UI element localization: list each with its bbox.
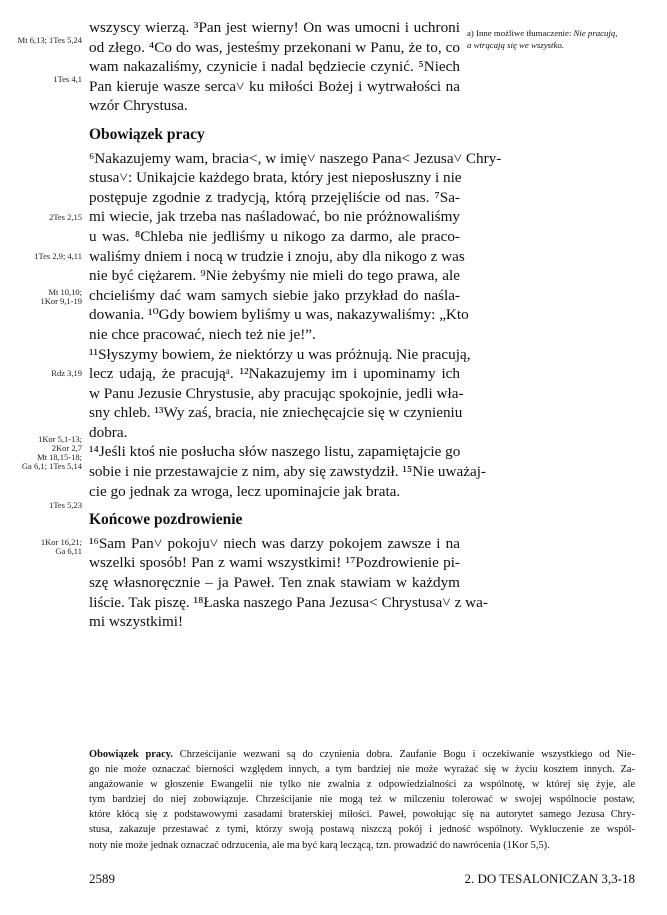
text-line: dobra. bbox=[89, 423, 128, 441]
margin-reference: Mt 10,10; bbox=[48, 287, 82, 297]
text-line: sobie i nie przestawajcie z nim, aby się zawstydził. ¹⁵Nie uważaj- bbox=[89, 463, 486, 481]
text-line: ¹¹Słyszymy bowiem, że niektórzy u was próżnują. Nie pracują, bbox=[89, 345, 471, 363]
paragraph bbox=[89, 534, 488, 632]
text-line: nie być ciężarem. ⁹Nie żebyśmy nie mieli do tego prawa, ale bbox=[89, 267, 460, 285]
margin-reference: 1Kor 5,1-13; bbox=[38, 434, 82, 444]
margin-reference: Mt 6,13; 1Tes 5,24 bbox=[17, 35, 82, 45]
text-line: liście. Tak piszę. ¹⁸Łaska naszego Pana Jezusa˂ Chrystusa˅ z wa- bbox=[89, 593, 488, 611]
text-line: postępuje zgodnie z tradycją, którą przejęliście od nas. ⁷Sa- bbox=[89, 188, 460, 206]
margin-reference: Mt 18,15-18; bbox=[37, 452, 82, 462]
margin-reference: 1Kor 9,1-19 bbox=[40, 296, 82, 306]
text-line: u was. ⁸Chleba nie jedliśmy u nikogo za darmo, ale praco- bbox=[89, 227, 460, 245]
margin-reference: Ga 6,11 bbox=[55, 546, 82, 556]
margin-reference: 1Tes 4,1 bbox=[53, 74, 82, 84]
margin-reference: Rdz 3,19 bbox=[51, 368, 82, 378]
text-line: dowania. ¹⁰Gdy bowiem byliśmy u was, nakazywaliśmy: „Kto bbox=[89, 306, 469, 324]
text-line: wzór Chrystusa. bbox=[89, 97, 188, 115]
side-note-label: a) bbox=[467, 28, 474, 38]
footnote-line bbox=[89, 747, 635, 762]
text-line: ⁶Nakazujemy wam, bracia˂, w imię˅ naszego Pana˂ Jezusa˅ Chry- bbox=[89, 149, 502, 167]
page-number: 2589 bbox=[89, 871, 115, 886]
commentary-footnote bbox=[89, 747, 635, 853]
section-heading: Obowiązek pracy bbox=[89, 125, 205, 143]
footnote-line: go nie może oznaczać bierności względem innych, a tym bardziej nie może wyrażać się w życiu kosztem innych. Za- bbox=[89, 764, 635, 776]
side-note-italic-1: Nie pracują, bbox=[573, 28, 618, 38]
margin-reference: Ga 6,1; 1Tes 5,14 bbox=[21, 461, 82, 471]
text-line: wszyscy wierzą. ³Pan jest wierny! On was umocni i uchroni bbox=[89, 19, 460, 36]
text-line: stusa˅: Unikajcie każdego brata, który jest nieposłuszny i nie bbox=[89, 169, 462, 187]
text-line: waliśmy dniem i nocą w trudzie i znoju, aby dla nikogo z was bbox=[89, 247, 465, 265]
text-line: Pan kieruje wasze serca˅ ku miłości Bożej i wytrwałości na bbox=[89, 77, 460, 95]
side-note-italic-2: a wtrącają się we wszystko. bbox=[467, 40, 565, 50]
paragraph bbox=[89, 18, 460, 116]
text-line: chcieliśmy dać wam samych siebie jako przykład do naśla- bbox=[89, 286, 460, 304]
paragraph bbox=[89, 442, 486, 501]
text-line: wszelki sposób! Pan z wami wszystkimi! ¹⁷Pozdrowienie pi- bbox=[89, 554, 460, 572]
text-line: nie chce pracować, niech też nie je!”. bbox=[89, 325, 316, 343]
paragraph bbox=[89, 149, 502, 345]
text-line: cie go jednak za wroga, lecz upominajcie jak brata. bbox=[89, 482, 401, 500]
text-line: od złego. ⁴Co do was, jesteśmy przekonani w Panu, że to, co bbox=[89, 38, 460, 56]
margin-reference: 1Kor 16,21; bbox=[40, 537, 82, 547]
footnote-text: Chrześcijanie wezwani są do czynienia dobra. Zaufanie Bogu i oczekiwanie wszystkiego od Nie- bbox=[172, 749, 635, 760]
margin-reference: 2Tes 2,15 bbox=[49, 212, 82, 222]
footnote-heading: Obowiązek pracy. bbox=[89, 749, 173, 760]
text-line: szę własnoręcznie – ja Paweł. Ten znak stawiam w każdym bbox=[89, 574, 460, 592]
margin-reference: 2Kor 2,7 bbox=[51, 443, 82, 453]
section-heading: Końcowe pozdrowienie bbox=[89, 511, 243, 529]
paragraph bbox=[89, 345, 471, 443]
running-head: 2. DO TESALONICZAN 3,3-18 bbox=[464, 871, 635, 886]
text-line: ¹⁴Jeśli ktoś nie posłucha słów naszego listu, zapamiętajcie go bbox=[89, 443, 461, 461]
footnote-line: stusa, zakazuje przestawać z tymi, którzy swoją postawą niszczą pokój i jedność wspólnoty. Wykluczenie ze wspól- bbox=[89, 824, 635, 836]
side-note bbox=[467, 27, 662, 51]
text-line: lecz udają, że pracująᵃ. ¹²Nakazujemy im i upominamy ich bbox=[89, 365, 460, 383]
footnote-line: angażowanie w głoszenie Ewangelii nie tylko nie zwalnia z odpowiedzialności za wspólnotę, w której się żyje, ale bbox=[89, 779, 635, 791]
footnote-line: które kłócą się z podstawowymi zasadami braterskiej miłości. Paweł, powołując się na autorytet samego Jezusa Chry- bbox=[89, 809, 635, 821]
text-line: w Panu Jezusie Chrystusie, aby pracując spokojnie, jedli wła- bbox=[89, 384, 464, 402]
margin-reference: 1Tes 5,23 bbox=[49, 500, 82, 510]
text-line: sny chleb. ¹³Wy zaś, bracia, nie zniechęcajcie się w czynieniu bbox=[89, 404, 463, 422]
main-text bbox=[89, 18, 502, 632]
side-note-text: Inne możliwe tłumaczenie: bbox=[476, 28, 572, 38]
footnote-line: tym bardziej do niej zobowiązuje. Chrześcijanie nie mogą też w milczeniu tolerować w swojej wspólnocie postaw, bbox=[89, 794, 635, 806]
footnote-line: noty nie może jednak oznaczać odrzucenia, ale ma być karą leczącą, tzn. prowadzić do nawrócenia (1Kor 5,5). bbox=[89, 839, 550, 851]
text-line: mi wiecie, jak trzeba nas naśladować, bo nie próżnowaliśmy bbox=[89, 208, 460, 226]
margin-reference: 1Tes 2,9; 4,11 bbox=[34, 251, 82, 261]
text-line: wam nakazaliśmy, czynicie i nadal będziecie czynić. ⁵Niech bbox=[89, 58, 460, 76]
text-line: mi wszystkimi! bbox=[89, 613, 184, 631]
text-line: ¹⁶Sam Pan˅ pokoju˅ niech was darzy pokojem zawsze i na bbox=[89, 534, 460, 552]
